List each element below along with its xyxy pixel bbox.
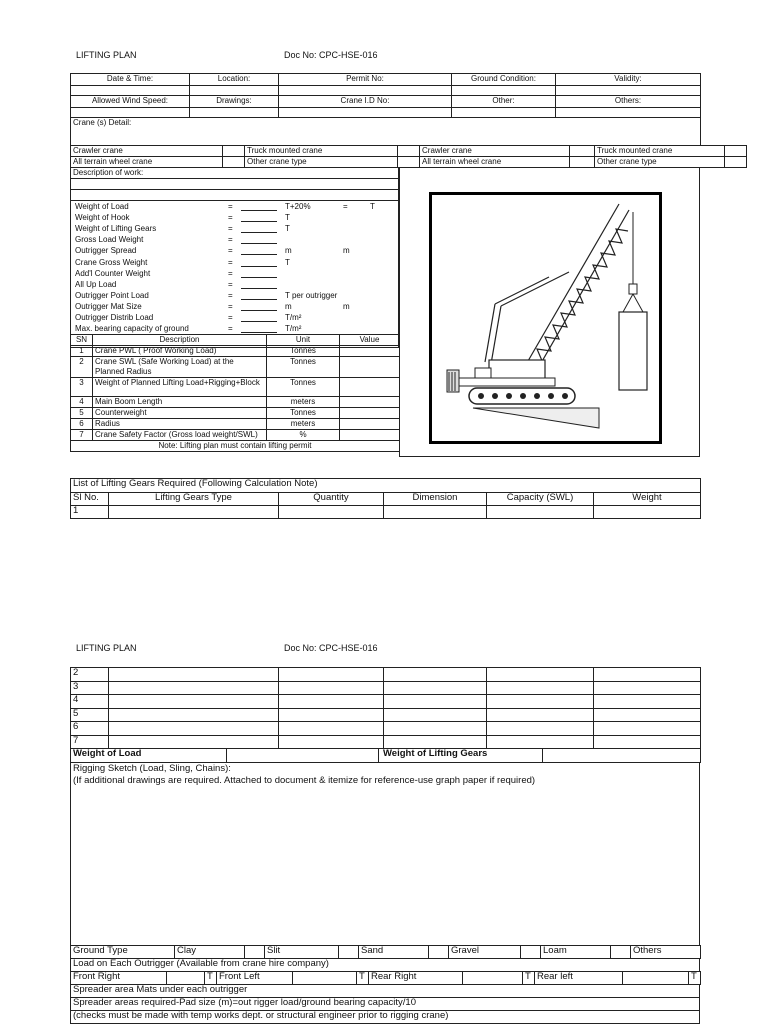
calc-equals: = [228,324,233,334]
gears-header-type: Lifting Gears Type [109,493,279,506]
calc-unit: T/m² [285,313,302,322]
gears-cell[interactable] [279,695,384,709]
checkbox-crawler-1[interactable] [223,146,245,157]
lifting-gears-table [70,478,701,519]
gears-row-number: 2 [71,668,109,682]
others-label: Others: [556,96,701,108]
calc-label: Weight of Lifting Gears [75,224,157,234]
calc-input-line[interactable] [241,232,277,233]
calc-unit: m [285,301,292,311]
weight-of-gears-field[interactable] [543,749,701,763]
table-row [71,378,400,397]
location-label: Location: [190,74,279,86]
rear-left-field[interactable] [623,972,689,985]
calc-unit: T+20% [285,202,311,211]
front-left-label: Front Left [217,972,293,985]
unit-cell: Tonnes [267,357,340,378]
front-right-field[interactable] [167,972,205,985]
lifting-gears-title: List of Lifting Gears Required (Following Calculation Note) [71,479,701,493]
crane-type-allterrain-1: All terrain wheel crane [71,157,223,168]
rigging-sketch-title: Rigging Sketch (Load, Sling, Chains): [73,763,231,774]
calc-label: Crane Gross Weight [75,257,148,267]
table-row [71,408,400,419]
calc-input-line[interactable] [241,299,277,300]
rear-left-label: Rear left [535,972,623,985]
page2-title: LIFTING PLAN [76,643,137,653]
checkbox-allterrain-1[interactable] [223,157,245,168]
gears-cell[interactable] [384,708,487,722]
table-row [71,708,701,722]
calc-label: All Up Load [75,279,117,289]
calc-input-line[interactable] [241,310,277,311]
gears-cell[interactable] [594,681,701,695]
calc-unit: T [285,213,290,223]
other-field[interactable] [452,108,556,118]
ground-type-loam: Loam [541,946,611,959]
validity-field[interactable] [556,86,701,96]
calc-input-line[interactable] [241,243,277,244]
calc-label: Add'l Counter Weight [75,268,151,278]
front-left-field[interactable] [293,972,357,985]
value-cell[interactable] [340,346,400,357]
gears-row-number: 3 [71,681,109,695]
calc-equals: = [228,246,233,256]
calc-equals: = [228,268,233,278]
gears-cell[interactable] [384,722,487,736]
calc-unit: m [285,246,292,256]
gears-row-number: 5 [71,708,109,722]
gears-row-number: 7 [71,735,109,749]
calc-input-line[interactable] [241,221,277,222]
table-row [71,397,400,408]
calc-equals: = [228,313,233,322]
calc-label: Weight of Hook [75,213,130,223]
crane-id-field[interactable] [279,108,452,118]
calc-unit-2: m [343,301,350,311]
gears-cell[interactable] [109,695,279,709]
gears-cell[interactable] [279,506,384,519]
description-field-1[interactable] [71,179,399,190]
value-cell[interactable] [340,408,400,419]
table-row [71,668,701,682]
location-field[interactable] [190,86,279,96]
value-cell[interactable] [340,430,400,441]
drawings-label: Drawings: [190,96,279,108]
ground-type-clay: Clay [175,946,245,959]
gears-cell[interactable] [487,708,594,722]
calc-equals: = [228,301,233,311]
gears-cell[interactable] [384,668,487,682]
gears-cell[interactable] [487,695,594,709]
front-right-unit: T [205,972,217,985]
ground-condition-label: Ground Condition: [452,74,556,86]
validity-label: Validity: [556,74,701,86]
ground-type-table [70,945,701,959]
description-cell: Crane PWL ( Proof Working Load) [93,346,267,357]
calc-unit-3: T [370,202,375,211]
unit-cell: Tonnes [267,346,340,357]
unit-cell: meters [267,397,340,408]
value-cell[interactable] [340,378,400,397]
crane-type-crawler-2: Crawler crane [420,146,570,157]
calc-input-line[interactable] [241,288,277,289]
crane-detail-label: Crane (s) Detail: [71,118,701,146]
ground-type-label: Ground Type [71,946,175,959]
description-label: Description of work: [71,168,399,179]
description-field-2[interactable] [71,190,399,201]
description-cell: Crane SWL (Safe Working Load) at the Planned Radius [93,357,267,378]
date-time-field[interactable] [71,86,190,96]
rigging-sketch-note: (If additional drawings are required. Attached to document & itemize for reference-use graph paper if required) [73,775,536,786]
checkbox-other-1[interactable] [398,157,420,168]
crane-id-label: Crane I.D No: [279,96,452,108]
rear-right-field[interactable] [463,972,523,985]
calc-unit-2: = [343,202,348,211]
gears-cell[interactable] [109,722,279,736]
value-cell[interactable] [340,419,400,430]
permit-no-field[interactable] [279,86,452,96]
checkbox-sand[interactable] [429,946,449,959]
ground-type-slit: Slit [265,946,339,959]
rear-right-label: Rear Right [369,972,463,985]
gears-row-number: 1 [71,506,109,519]
crane-type-other-1: Other crane type [245,157,398,168]
calc-label: Max. bearing capacity of ground [75,324,189,334]
calc-unit: T/m² [285,324,302,334]
lifting-permit-note: Note: Lifting plan must contain lifting permit [71,441,400,452]
calc-label: Outrigger Distrib Load [75,313,154,322]
calc-unit: T [285,224,290,234]
description-cell: Weight of Planned Lifting Load+Rigging+Block [93,378,267,397]
sn-cell: 6 [71,419,93,430]
gears-cell[interactable] [279,722,384,736]
ground-condition-field[interactable] [452,86,556,96]
gears-cell[interactable] [109,708,279,722]
unit-cell: % [267,430,340,441]
crane-type-other-2: Other crane type [595,157,725,168]
gears-header-capacity: Capacity (SWL) [487,493,594,506]
calc-unit: T [285,257,290,267]
calc-label: Weight of Load [75,202,129,211]
gears-cell[interactable] [279,668,384,682]
gears-cell[interactable] [487,681,594,695]
weight-of-load-label: Weight of Load [71,749,227,763]
crawler-crane-illustration [429,192,662,444]
calc-equals: = [228,257,233,267]
calc-equals: = [228,213,233,223]
front-right-label: Front Right [71,972,167,985]
gears-cell[interactable] [384,681,487,695]
crane-types-table [70,145,747,168]
table-row [71,419,400,430]
checkbox-gravel[interactable] [521,946,541,959]
calc-unit-2: m [343,246,350,256]
gears-cell[interactable] [279,735,384,749]
checkbox-truck-1[interactable] [398,146,420,157]
calc-label: Gross Load Weight [75,235,144,245]
spreader-required-label: Spreader areas required-Pad size (m)=out rigger load/ground bearing capacity/10 [71,998,700,1011]
description-cell: Crane Safety Factor (Gross load weight/SWL) [93,430,267,441]
checkbox-truck-2[interactable] [725,146,747,157]
gears-cell[interactable] [109,681,279,695]
gears-cell[interactable] [384,735,487,749]
calc-equals: = [228,279,233,289]
checkbox-loam[interactable] [611,946,631,959]
wind-speed-label: Allowed Wind Speed: [71,96,190,108]
sn-header: SN [71,335,93,346]
calc-input-line[interactable] [241,332,277,333]
sn-cell: 3 [71,378,93,397]
description-cell: Main Boom Length [93,397,267,408]
description-cell: Radius [93,419,267,430]
calc-input-line[interactable] [241,210,277,211]
crane-type-crawler-1: Crawler crane [71,146,223,157]
front-left-unit: T [357,972,369,985]
spreader-mats-label: Spreader area Mats under each outrigger [71,985,700,998]
gears-cell[interactable] [594,722,701,736]
gears-header-quantity: Quantity [279,493,384,506]
checkbox-slit[interactable] [339,946,359,959]
gears-cell[interactable] [487,735,594,749]
gears-row-number: 4 [71,695,109,709]
wind-speed-field[interactable] [71,108,190,118]
calc-equals: = [228,202,233,211]
calc-input-line[interactable] [241,277,277,278]
table-row [71,681,701,695]
gears-cell[interactable] [109,735,279,749]
gears-cell[interactable] [384,506,487,519]
gears-cell[interactable] [487,722,594,736]
checkbox-crawler-2[interactable] [570,146,595,157]
crane-type-truck-2: Truck mounted crane [595,146,725,157]
ground-type-gravel: Gravel [449,946,521,959]
gears-cell[interactable] [487,668,594,682]
checks-note: (checks must be made with temp works dept. or structural engineer prior to rigging crane) [71,1011,700,1024]
permit-no-label: Permit No: [279,74,452,86]
sn-cell: 7 [71,430,93,441]
gears-cell[interactable] [594,708,701,722]
gears-cell[interactable] [594,668,701,682]
gears-cell[interactable] [594,506,701,519]
value-cell[interactable] [340,397,400,408]
calc-label: Outrigger Spread [75,246,137,256]
outrigger-load-table [70,958,700,972]
doc-number: Doc No: CPC-HSE-016 [284,50,378,60]
table-row [71,357,400,378]
ground-type-others: Others [631,946,701,959]
gears-cell[interactable] [594,695,701,709]
table-row [71,346,400,357]
calc-equals: = [228,224,233,234]
calc-input-line[interactable] [241,266,277,267]
unit-cell: Tonnes [267,408,340,419]
drawings-field[interactable] [190,108,279,118]
date-time-label: Date & Time: [71,74,190,86]
calc-equals: = [228,235,233,245]
sn-cell: 1 [71,346,93,357]
gears-cell[interactable] [109,668,279,682]
others-field[interactable] [556,108,701,118]
lifting-gears-table-continued [70,667,701,749]
gears-header-slno: Sl No. [71,493,109,506]
spreader-table [70,984,700,1024]
checkbox-other-2[interactable] [725,157,747,168]
crane-type-truck-1: Truck mounted crane [245,146,398,157]
calc-unit: T per outrigger [285,290,338,300]
unit-header: Unit [267,335,340,346]
outrigger-load-label: Load on Each Outrigger (Available from crane hire company) [71,959,700,972]
calc-label: Outrigger Point Load [75,290,149,300]
table-row [71,695,701,709]
sn-cell: 5 [71,408,93,419]
page-title: LIFTING PLAN [76,50,137,60]
gears-cell[interactable] [279,681,384,695]
rear-left-unit: T [689,972,701,985]
gears-cell[interactable] [109,506,279,519]
page2-doc-number: Doc No: CPC-HSE-016 [284,643,378,653]
sn-cell: 4 [71,397,93,408]
gears-cell[interactable] [594,735,701,749]
calc-input-line[interactable] [241,254,277,255]
weight-of-gears-label: Weight of Lifting Gears [379,749,543,763]
crane-type-allterrain-2: All terrain wheel crane [420,157,570,168]
weight-of-load-field[interactable] [227,749,379,763]
calc-equals: = [228,290,233,300]
info-table [70,73,701,146]
value-header: Value [340,335,400,346]
checkbox-allterrain-2[interactable] [570,157,595,168]
value-cell[interactable] [340,357,400,378]
outriggers-table [70,971,701,985]
other-label: Other: [452,96,556,108]
weights-table [70,748,701,763]
table-row [71,722,701,736]
unit-cell: Tonnes [267,378,340,397]
ground-type-sand: Sand [359,946,429,959]
description-cell: Counterweight [93,408,267,419]
gears-header-dimension: Dimension [384,493,487,506]
gears-header-weight: Weight [594,493,701,506]
rear-right-unit: T [523,972,535,985]
table-row [71,735,701,749]
gears-cell[interactable] [279,708,384,722]
gears-cell[interactable] [384,695,487,709]
sn-cell: 2 [71,357,93,378]
description-header: Description [93,335,267,346]
checkbox-clay[interactable] [245,946,265,959]
rigging-sketch-table [70,762,700,946]
crane-parameters-table [70,334,400,452]
calc-input-line[interactable] [241,321,277,322]
calc-label: Outrigger Mat Size [75,301,142,311]
table-row [71,430,400,441]
gears-cell[interactable] [487,506,594,519]
unit-cell: meters [267,419,340,430]
gears-row-number: 6 [71,722,109,736]
